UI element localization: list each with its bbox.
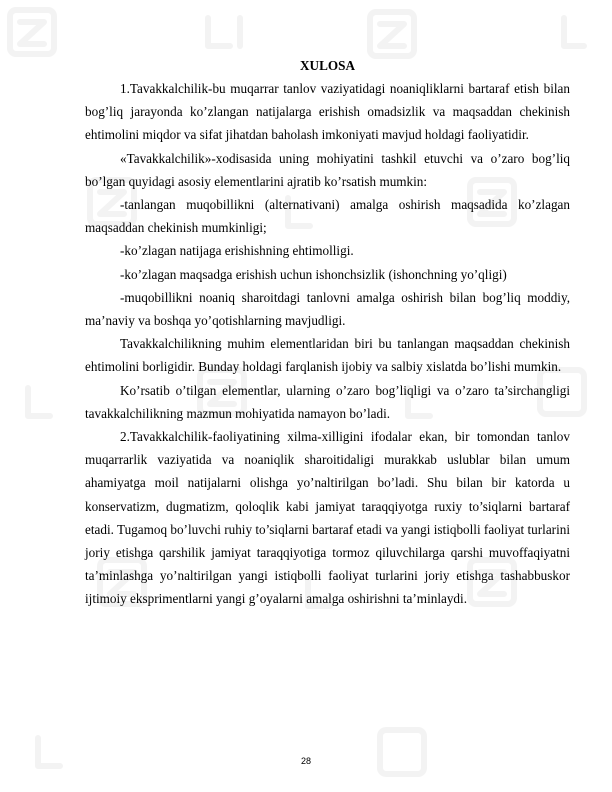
paragraph: -tanlangan muqobillikni (alternativani) amalga oshirish maqsadida ko’zlagan maqsaddan chekinish mumkinligi; xyxy=(85,197,570,236)
paragraph: -ko’zlagan maqsadga erishish uchun ishonchsizlik (ishonchning yo’qligi) xyxy=(120,266,507,282)
paragraph: -ko’zlagan natijaga erishishning ehtimolligi. xyxy=(120,243,354,259)
document-page xyxy=(85,55,570,611)
document-title: XULOSA xyxy=(300,58,355,73)
paragraph: -muqobillikni noaniq sharoitdagi tanlovni amalga oshirish bilan bog’liq moddiy, ma’naviy va boshqa yo’qotishlarning mavjudligi. xyxy=(85,289,570,329)
page-number: 28 xyxy=(300,756,311,766)
paragraph: 2.Tavakkalchilik-faoliyatining xilma-xilligini ifodalar ekan, bir tomondan tanlov muqarrarlik vaziyatida va noaniqlik sharoitidaligi murakkab uslublar bilan umum ahamiyatga moil natijalarni olishga yo’naltirilgan bo’ladi. Shu bilan bir katorda u konservatizm, dugmatizm, qoloqlik kabi jamiyat taraqqiyotga ruxiy to’siqlarni bartaraf etadi. Tugamoq bo’luvchi ruhiy to’siqlarni bartaraf etadi va yangi istiqbolli faoliyat turlarini joriy etishga qarshilik jamiyat taraqqiyotiga tormoz qiluvchilarga qarshi muvoffaqiyatni ta’minlashga yo’naltirilgan yangi istiqbolli faoliyat turlarini joriy etishga tashabbuskor ijtimoiy eksprimentlarni yangi g’oyalarni amalga oshirishni ta’minlaydi. xyxy=(85,429,570,607)
paragraph: 1.Tavakkalchilik-bu muqarrar tanlov vaziyatidagi noaniqliklarni bartaraf etish bilan bog’liq jarayonda ko’zlangan natijalarga erishish omadsizlik va maqsaddan chekinish ehtimolini miqdor va sifat jihatdan baholash imkoniyati mavjud holdagi faoliyatidir. xyxy=(85,81,570,143)
paragraph: Ko’rsatib o’tilgan elementlar, ularning o’zaro bog’liqligi va o’zaro ta’sirchangligi tavakkalchilikning mazmun mohiyatida namayon bo’ladi. xyxy=(85,382,570,421)
paragraph: «Tavakkalchilik»-xodisasida uning mohiyatini tashkil etuvchi va o’zaro bog’liq bo’lgan quyidagi asosiy elementlarini ajratib ko’rsatish mumkin: xyxy=(85,150,570,189)
paragraph: Tavakkalchilikning muhim elementlaridan biri bu tanlangan maqsaddan chekinish ehtimolini borligidir. Bunday holdagi farqlanish ijobiy va salbiy xislatda bo’lishi mumkin. xyxy=(85,336,570,375)
